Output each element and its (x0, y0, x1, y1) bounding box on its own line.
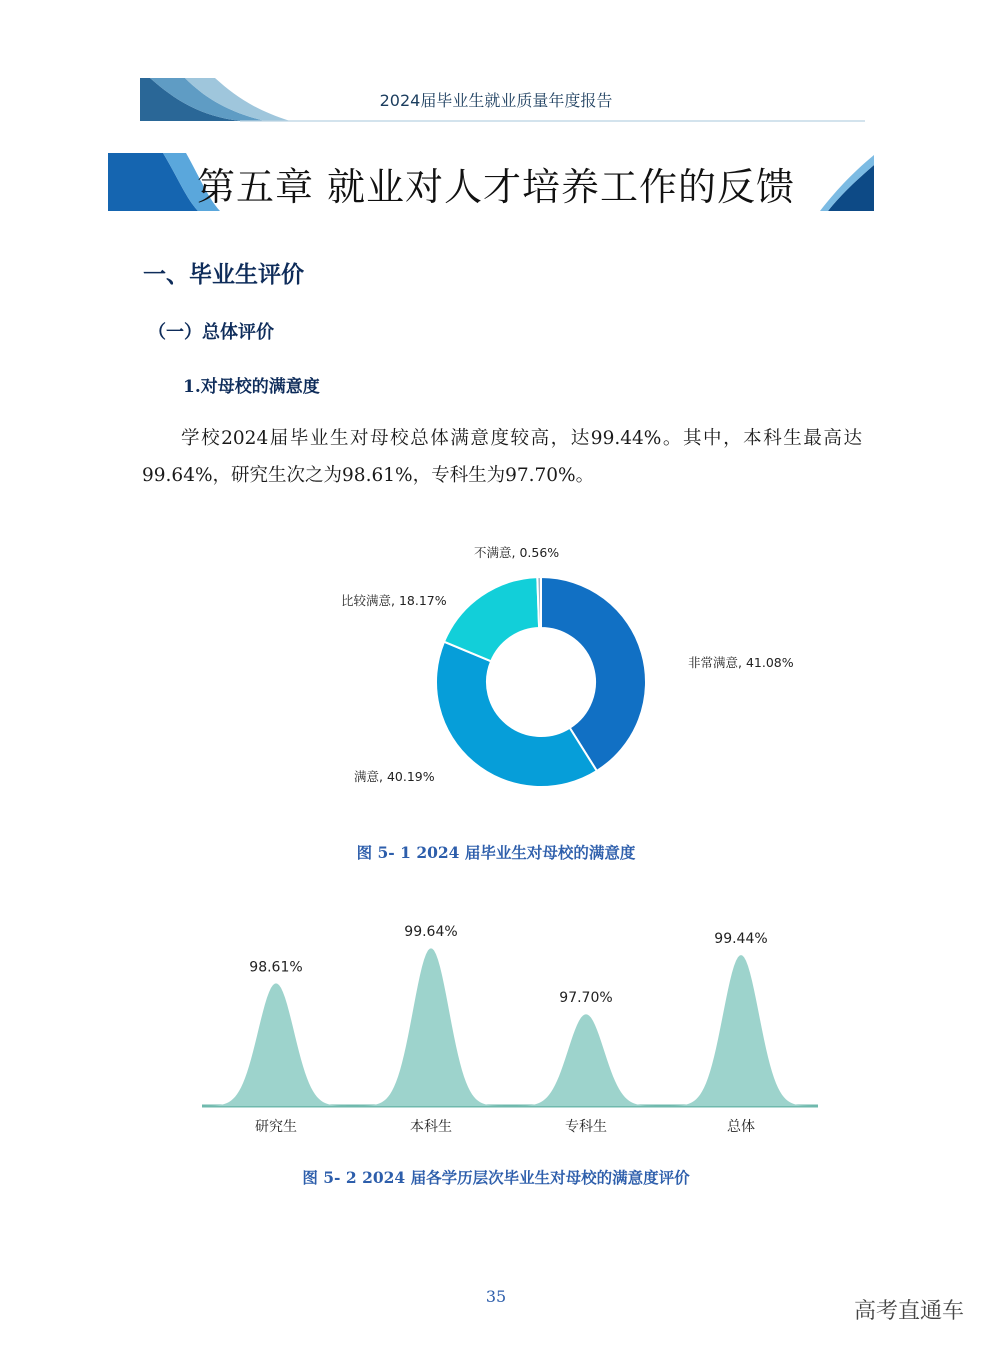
category-label: 研究生 (255, 1119, 297, 1135)
donut-slice (436, 642, 597, 787)
bell-peak (201, 983, 351, 1106)
bell-peak (356, 948, 506, 1106)
donut-data-label: 非常满意, 41.08% (688, 655, 794, 670)
peak-value-label: 98.61% (249, 959, 303, 976)
bell-peak (511, 1014, 661, 1106)
donut-data-label: 不满意, 0.56% (474, 545, 560, 560)
category-label: 总体 (727, 1119, 755, 1135)
sub-subsection-heading: 1.对母校的满意度 (183, 377, 320, 397)
watermark: 高考直通车 (853, 1299, 964, 1324)
category-label: 专科生 (565, 1119, 607, 1135)
body-paragraph: 学校2024届毕业生对母校总体满意度较高，达99.44%。其中，本科生最高达99.64%，研究生次之为98.61%，专科生为97.70%。 (142, 428, 862, 486)
donut-slice (444, 577, 539, 661)
running-title: 2024届毕业生就业质量年度报告 (379, 91, 613, 110)
bell-peak (666, 955, 816, 1106)
category-label: 本科生 (410, 1119, 452, 1135)
donut-data-label: 满意, 40.19% (354, 769, 435, 784)
chapter-title: 第五章 就业对人才培养工作的反馈 (196, 165, 796, 209)
peak-value-label: 97.70% (559, 990, 613, 1007)
figure-caption-2: 图 5- 2 2024 届各学历层次毕业生对母校的满意度评价 (302, 1168, 690, 1187)
figure-caption-1: 图 5- 1 2024 届毕业生对母校的满意度 (356, 843, 636, 862)
peak-value-label: 99.64% (404, 924, 458, 941)
section-heading: 一、毕业生评价 (143, 262, 304, 288)
subsection-heading: （一）总体评价 (148, 322, 274, 343)
page-number: 35 (485, 1287, 507, 1306)
donut-slice (537, 577, 541, 628)
donut-data-label: 比较满意, 18.17% (341, 593, 447, 608)
peak-value-label: 99.44% (714, 931, 768, 948)
